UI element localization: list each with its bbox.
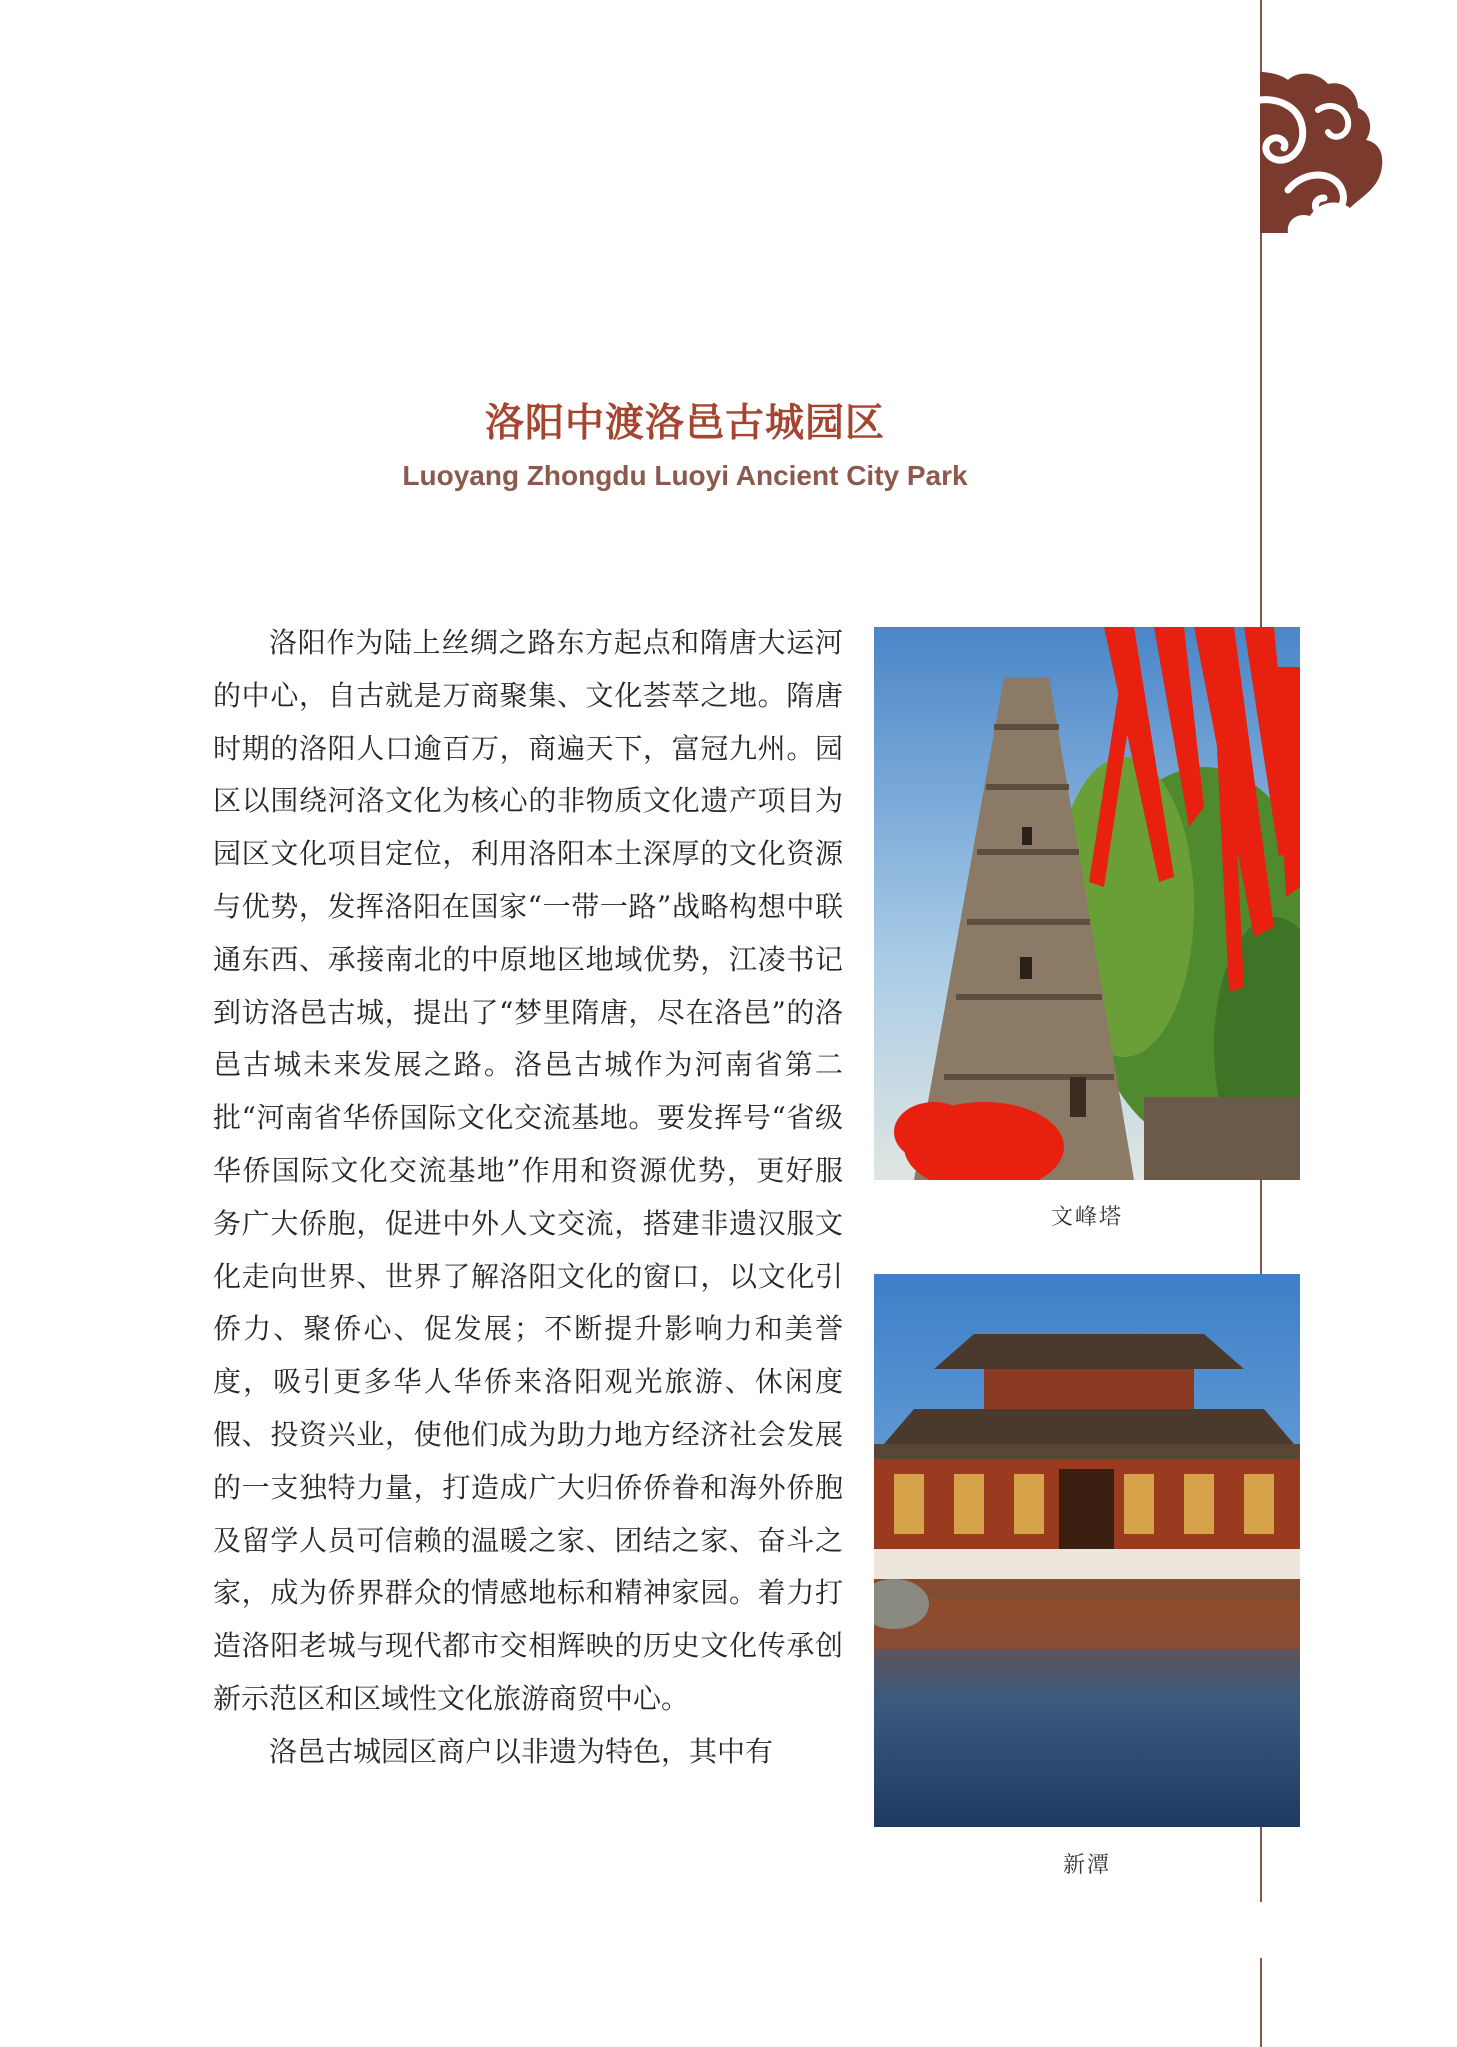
- paragraph-2: 洛邑古城园区商户以非遗为特色，其中有: [269, 1734, 774, 1768]
- auspicious-cloud-ornament: [1258, 70, 1383, 235]
- page-title: 洛阳中渡洛邑古城园区: [484, 401, 885, 446]
- page-subtitle: Luoyang Zhongdu Luoyi Ancient City Park: [402, 460, 968, 491]
- photo-caption-2: 新潭: [1062, 1853, 1111, 1878]
- photo-caption-1: 文峰塔: [1050, 1205, 1123, 1230]
- photo-wenfeng-pagoda: [874, 627, 1300, 1180]
- paragraph-1: 洛阳作为陆上丝绸之路东方起点和隋唐大运河的中心，自古就是万商聚集、文化荟萃之地。隋唐时期的洛阳人口逾百万，商遍天下，富冠九州。园区以围绕河洛文化为核心的非物质文化遗产项目为园区文化项目定位，利用洛阳本土深厚的文化资源与优势，发挥洛阳在国家“一带一路”战略构想中联通东西、承接南北的中原地区地域优势，江凌书记到访洛邑古城，提出了“梦里隋唐，尽在洛邑”的洛邑古城未来发展之路。洛邑古城作为河南省第二批“河南省华侨国际文化交流基地。要发挥号“省级华侨国际文化交流基地”作用和资源优势，更好服务广大侨胞，促进中外人文交流，搭建非遗汉服文化走向世界、世界了解洛阳文化的窗口，以文化引侨力、聚侨心、促发展；不断提升影响力和美誉度，吸引更多华人华侨来洛阳观光旅游、休闲度假、投资兴业，使他们成为助力地方经济社会发展的一支独特力量，打造成广大归侨侨眷和海外侨胞及留学人员可信赖的温暖之家、团结之家、奋斗之家，成为侨界群众的情感地标和精神家园。着力打造洛阳老城与现代都市交相辉映的历史文化传承创新示范区和区域性文化旅游商贸中心。: [213, 626, 843, 1715]
- photo-new-pond: [874, 1274, 1300, 1827]
- article-body: [213, 617, 843, 1779]
- page-edge-rule-bottom: [1260, 1958, 1262, 2047]
